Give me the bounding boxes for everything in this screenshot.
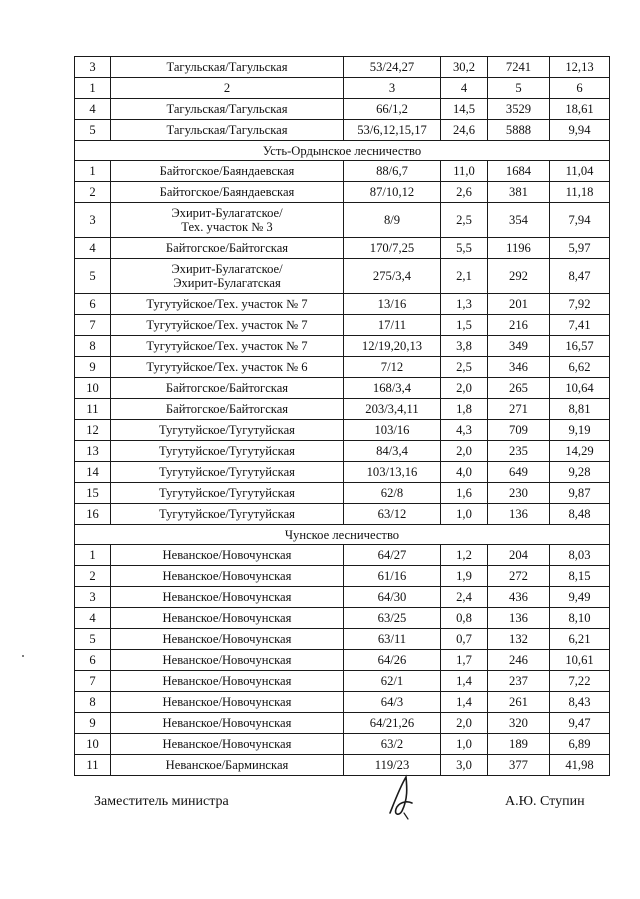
table-row <box>75 420 610 441</box>
row-number-cell: 10 <box>75 378 111 399</box>
area-cell: 4 <box>441 78 488 99</box>
row-number-cell: 1 <box>75 545 111 566</box>
volume-cell: 246 <box>488 650 550 671</box>
plot-code-cell: 53/24,27 <box>344 57 441 78</box>
location-name-cell: Тугутуйское/Тугутуйская <box>111 462 344 483</box>
plot-code-cell: 87/10,12 <box>344 182 441 203</box>
volume-cell: 1196 <box>488 238 550 259</box>
location-name-cell: Тагульская/Тагульская <box>111 120 344 141</box>
value-cell: 8,81 <box>550 399 610 420</box>
plot-code-cell: 64/30 <box>344 587 441 608</box>
value-cell: 9,94 <box>550 120 610 141</box>
location-name-cell: Тагульская/Тагульская <box>111 57 344 78</box>
value-cell: 10,64 <box>550 378 610 399</box>
table-row <box>75 315 610 336</box>
area-cell: 1,7 <box>441 650 488 671</box>
row-number-cell: 8 <box>75 692 111 713</box>
section-header-row <box>75 525 610 545</box>
area-cell: 1,5 <box>441 315 488 336</box>
plot-code-cell: 84/3,4 <box>344 441 441 462</box>
plot-code-cell: 64/21,26 <box>344 713 441 734</box>
table-row <box>75 483 610 504</box>
area-cell: 1,0 <box>441 504 488 525</box>
area-cell: 0,7 <box>441 629 488 650</box>
volume-cell: 349 <box>488 336 550 357</box>
table-row <box>75 294 610 315</box>
table-row <box>75 504 610 525</box>
section-header-row <box>75 141 610 161</box>
value-cell: 7,41 <box>550 315 610 336</box>
area-cell: 4,3 <box>441 420 488 441</box>
value-cell: 8,15 <box>550 566 610 587</box>
row-number-cell: 6 <box>75 294 111 315</box>
location-name-cell: Тугутуйское/Тех. участок № 6 <box>111 357 344 378</box>
plot-code-cell: 64/27 <box>344 545 441 566</box>
plot-code-cell: 53/6,12,15,17 <box>344 120 441 141</box>
row-number-cell: 2 <box>75 182 111 203</box>
value-cell: 6,62 <box>550 357 610 378</box>
location-name-cell: Тугутуйское/Тугутуйская <box>111 504 344 525</box>
location-name-cell: Неванское/Барминская <box>111 755 344 776</box>
plot-code-cell: 62/1 <box>344 671 441 692</box>
value-cell: 9,28 <box>550 462 610 483</box>
value-cell: 9,49 <box>550 587 610 608</box>
row-number-cell: 3 <box>75 587 111 608</box>
location-name-cell: Неванское/Новочунская <box>111 650 344 671</box>
plot-code-cell: 8/9 <box>344 203 441 238</box>
plot-code-cell: 203/3,4,11 <box>344 399 441 420</box>
plot-code-cell: 63/25 <box>344 608 441 629</box>
value-cell: 10,61 <box>550 650 610 671</box>
row-number-cell: 5 <box>75 259 111 294</box>
volume-cell: 5888 <box>488 120 550 141</box>
plot-code-cell: 63/2 <box>344 734 441 755</box>
volume-cell: 204 <box>488 545 550 566</box>
location-name-cell: Тугутуйское/Тех. участок № 7 <box>111 315 344 336</box>
table-row <box>75 203 610 238</box>
location-name-cell: Байтогское/Баяндаевская <box>111 182 344 203</box>
area-cell: 4,0 <box>441 462 488 483</box>
value-cell: 9,19 <box>550 420 610 441</box>
volume-cell: 292 <box>488 259 550 294</box>
area-cell: 1,0 <box>441 734 488 755</box>
plot-code-cell: 13/16 <box>344 294 441 315</box>
plot-code-cell: 103/16 <box>344 420 441 441</box>
location-name-cell: Байтогское/Байтогская <box>111 378 344 399</box>
location-name-cell: Байтогское/Байтогская <box>111 238 344 259</box>
row-number-cell: 9 <box>75 357 111 378</box>
area-cell: 1,8 <box>441 399 488 420</box>
volume-cell: 230 <box>488 483 550 504</box>
row-number-cell: 5 <box>75 629 111 650</box>
volume-cell: 201 <box>488 294 550 315</box>
value-cell: 8,48 <box>550 504 610 525</box>
volume-cell: 272 <box>488 566 550 587</box>
value-cell: 7,22 <box>550 671 610 692</box>
value-cell: 9,47 <box>550 713 610 734</box>
row-number-cell: 14 <box>75 462 111 483</box>
plot-code-cell: 3 <box>344 78 441 99</box>
plot-code-cell: 64/3 <box>344 692 441 713</box>
value-cell: 16,57 <box>550 336 610 357</box>
table-row <box>75 713 610 734</box>
table-row <box>75 545 610 566</box>
row-number-cell: 2 <box>75 566 111 587</box>
value-cell: 7,92 <box>550 294 610 315</box>
location-name-cell: Эхирит-Булагатское/ Эхирит-Булагатская <box>111 259 344 294</box>
volume-cell: 132 <box>488 629 550 650</box>
area-cell: 11,0 <box>441 161 488 182</box>
volume-cell: 346 <box>488 357 550 378</box>
area-cell: 2,0 <box>441 441 488 462</box>
area-cell: 1,4 <box>441 692 488 713</box>
volume-cell: 235 <box>488 441 550 462</box>
row-number-cell: 13 <box>75 441 111 462</box>
row-number-cell: 16 <box>75 504 111 525</box>
table-row <box>75 755 610 776</box>
location-name-cell: Байтогское/Байтогская <box>111 399 344 420</box>
row-number-cell: 9 <box>75 713 111 734</box>
area-cell: 2,0 <box>441 378 488 399</box>
area-cell: 1,3 <box>441 294 488 315</box>
table-row <box>75 587 610 608</box>
value-cell: 6,21 <box>550 629 610 650</box>
table-row <box>75 259 610 294</box>
table-row <box>75 238 610 259</box>
table-row <box>75 650 610 671</box>
value-cell: 8,43 <box>550 692 610 713</box>
row-number-cell: 11 <box>75 755 111 776</box>
row-number-cell: 12 <box>75 420 111 441</box>
table-row <box>75 462 610 483</box>
table-row <box>75 692 610 713</box>
plot-code-cell: 103/13,16 <box>344 462 441 483</box>
area-cell: 2,5 <box>441 357 488 378</box>
plot-code-cell: 170/7,25 <box>344 238 441 259</box>
row-number-cell: 4 <box>75 608 111 629</box>
area-cell: 1,6 <box>441 483 488 504</box>
value-cell: 6,89 <box>550 734 610 755</box>
area-cell: 3,0 <box>441 755 488 776</box>
signer-position: Заместитель министра <box>94 794 229 809</box>
volume-cell: 136 <box>488 504 550 525</box>
table-body <box>75 57 610 776</box>
volume-cell: 320 <box>488 713 550 734</box>
table-row <box>75 161 610 182</box>
signature-mark <box>382 773 422 821</box>
row-number-cell: 3 <box>75 203 111 238</box>
plot-code-cell: 7/12 <box>344 357 441 378</box>
forest-plot-table <box>74 56 610 776</box>
volume-cell: 1684 <box>488 161 550 182</box>
location-name-cell: Неванское/Новочунская <box>111 713 344 734</box>
table-row <box>75 399 610 420</box>
section-title: Чунское лесничество <box>75 525 610 545</box>
volume-cell: 709 <box>488 420 550 441</box>
volume-cell: 271 <box>488 399 550 420</box>
location-name-cell: 2 <box>111 78 344 99</box>
row-number-cell: 4 <box>75 238 111 259</box>
value-cell: 14,29 <box>550 441 610 462</box>
location-name-cell: Неванское/Новочунская <box>111 671 344 692</box>
value-cell: 11,04 <box>550 161 610 182</box>
value-cell: 11,18 <box>550 182 610 203</box>
volume-cell: 377 <box>488 755 550 776</box>
table-row <box>75 57 610 78</box>
location-name-cell: Байтогское/Баяндаевская <box>111 161 344 182</box>
value-cell: 5,97 <box>550 238 610 259</box>
location-name-cell: Тагульская/Тагульская <box>111 99 344 120</box>
value-cell: 12,13 <box>550 57 610 78</box>
plot-code-cell: 88/6,7 <box>344 161 441 182</box>
location-name-cell: Неванское/Новочунская <box>111 566 344 587</box>
location-name-cell: Тугутуйское/Тех. участок № 7 <box>111 294 344 315</box>
volume-cell: 265 <box>488 378 550 399</box>
area-cell: 2,5 <box>441 203 488 238</box>
plot-code-cell: 63/12 <box>344 504 441 525</box>
table-row <box>75 629 610 650</box>
plot-code-cell: 64/26 <box>344 650 441 671</box>
plot-code-cell: 62/8 <box>344 483 441 504</box>
value-cell: 8,10 <box>550 608 610 629</box>
row-number-cell: 7 <box>75 671 111 692</box>
row-number-cell: 8 <box>75 336 111 357</box>
value-cell: 7,94 <box>550 203 610 238</box>
volume-cell: 216 <box>488 315 550 336</box>
volume-cell: 5 <box>488 78 550 99</box>
area-cell: 24,6 <box>441 120 488 141</box>
volume-cell: 3529 <box>488 99 550 120</box>
location-name-cell: Неванское/Новочунская <box>111 545 344 566</box>
area-cell: 2,1 <box>441 259 488 294</box>
row-number-cell: 7 <box>75 315 111 336</box>
area-cell: 0,8 <box>441 608 488 629</box>
table-row <box>75 99 610 120</box>
table-row <box>75 441 610 462</box>
area-cell: 2,4 <box>441 587 488 608</box>
location-name-cell: Неванское/Новочунская <box>111 734 344 755</box>
area-cell: 5,5 <box>441 238 488 259</box>
area-cell: 1,9 <box>441 566 488 587</box>
table-row <box>75 336 610 357</box>
table-row <box>75 120 610 141</box>
volume-cell: 7241 <box>488 57 550 78</box>
volume-cell: 189 <box>488 734 550 755</box>
table-row <box>75 671 610 692</box>
plot-code-cell: 17/11 <box>344 315 441 336</box>
row-number-cell: 10 <box>75 734 111 755</box>
plot-code-cell: 168/3,4 <box>344 378 441 399</box>
location-name-cell: Тугутуйское/Тех. участок № 7 <box>111 336 344 357</box>
location-name-cell: Неванское/Новочунская <box>111 587 344 608</box>
table-row <box>75 78 610 99</box>
location-name-cell: Тугутуйское/Тугутуйская <box>111 420 344 441</box>
value-cell: 9,87 <box>550 483 610 504</box>
plot-code-cell: 63/11 <box>344 629 441 650</box>
volume-cell: 649 <box>488 462 550 483</box>
section-title: Усть-Ордынское лесничество <box>75 141 610 161</box>
area-cell: 2,0 <box>441 713 488 734</box>
row-number-cell: 3 <box>75 57 111 78</box>
location-name-cell: Тугутуйское/Тугутуйская <box>111 483 344 504</box>
table-row <box>75 734 610 755</box>
location-name-cell: Тугутуйское/Тугутуйская <box>111 441 344 462</box>
location-name-cell: Неванское/Новочунская <box>111 692 344 713</box>
value-cell: 18,61 <box>550 99 610 120</box>
volume-cell: 261 <box>488 692 550 713</box>
area-cell: 30,2 <box>441 57 488 78</box>
value-cell: 6 <box>550 78 610 99</box>
signer-name: А.Ю. Ступин <box>505 794 585 809</box>
plot-code-cell: 61/16 <box>344 566 441 587</box>
area-cell: 3,8 <box>441 336 488 357</box>
row-number-cell: 5 <box>75 120 111 141</box>
plot-code-cell: 12/19,20,13 <box>344 336 441 357</box>
table-row <box>75 378 610 399</box>
volume-cell: 381 <box>488 182 550 203</box>
row-number-cell: 6 <box>75 650 111 671</box>
value-cell: 41,98 <box>550 755 610 776</box>
plot-code-cell: 66/1,2 <box>344 99 441 120</box>
row-number-cell: 1 <box>75 161 111 182</box>
volume-cell: 136 <box>488 608 550 629</box>
location-name-cell: Неванское/Новочунская <box>111 608 344 629</box>
row-number-cell: 4 <box>75 99 111 120</box>
table-row <box>75 357 610 378</box>
row-number-cell: 11 <box>75 399 111 420</box>
plot-code-cell: 275/3,4 <box>344 259 441 294</box>
plot-code-cell: 119/23 <box>344 755 441 776</box>
value-cell: 8,47 <box>550 259 610 294</box>
area-cell: 1,2 <box>441 545 488 566</box>
value-cell: 8,03 <box>550 545 610 566</box>
location-name-cell: Эхирит-Булагатское/ Тех. участок № 3 <box>111 203 344 238</box>
row-number-cell: 15 <box>75 483 111 504</box>
volume-cell: 436 <box>488 587 550 608</box>
table-row <box>75 566 610 587</box>
area-cell: 1,4 <box>441 671 488 692</box>
table-row <box>75 182 610 203</box>
table-row <box>75 608 610 629</box>
row-number-cell: 1 <box>75 78 111 99</box>
volume-cell: 237 <box>488 671 550 692</box>
volume-cell: 354 <box>488 203 550 238</box>
location-name-cell: Неванское/Новочунская <box>111 629 344 650</box>
area-cell: 14,5 <box>441 99 488 120</box>
scan-speck <box>22 655 24 657</box>
area-cell: 2,6 <box>441 182 488 203</box>
